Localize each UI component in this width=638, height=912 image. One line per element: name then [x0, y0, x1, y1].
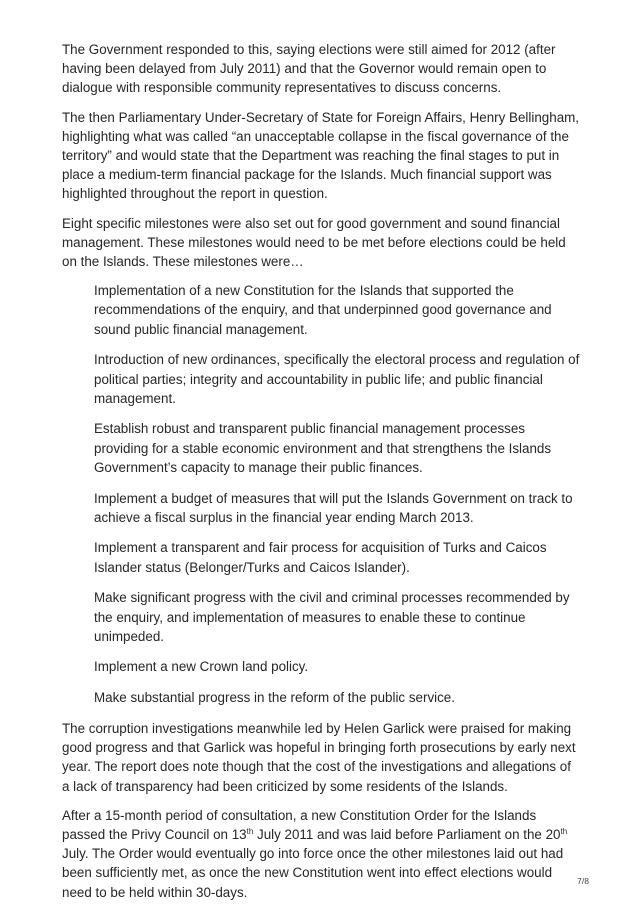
constitution-text-part: July. The Order would eventually go into force once the other milestones laid out had been sufficiently met, as once the new Constitution went into effect elections would need to be held within 30-days.: [62, 846, 564, 900]
milestone-item: Make significant progress with the civil and criminal processes recommended by the enquiry, and implementation of measures to enable these to continue unimpeded.: [94, 590, 570, 644]
paragraph-milestones-intro: Eight specific milestones were also set out for good government and sound financial management. These milestones would need to be met before elections could be held on the Islands. These milestones were…: [62, 215, 566, 270]
page-content: [62, 40, 582, 912]
paragraph-corruption-investigations: The corruption investigations meanwhile led by Helen Garlick were praised for making good progress and that Garlick was hopeful in bringing forth prosecutions by early next year. The report does note though that the cost of the investigations and allegations of a lack of transparency had been criticized by some residents of the Islands.: [62, 720, 576, 794]
page-number: 7/8: [577, 876, 589, 886]
constitution-text-part: July 2011 and was laid before Parliament on the 20: [253, 826, 561, 842]
paragraph-constitution-order: [62, 806, 582, 902]
milestone-item: Establish robust and transparent public financial management processes providing for a stable economic environment and that strengthens the Islands Government’s capacity to manage their public finances.: [94, 421, 552, 475]
milestone-item: Implement a transparent and fair process for acquisition of Turks and Caicos Islander status (Belonger/Turks and Caicos Islander).: [94, 540, 547, 575]
milestone-item: Implement a budget of measures that will put the Islands Government on track to achieve a fiscal surplus in the financial year ending March 2013.: [94, 490, 573, 525]
ordinal-suffix: th: [246, 826, 254, 836]
paragraph-bellingham: The then Parliamentary Under-Secretary of State for Foreign Affairs, Henry Bellingham, highlighting what was called “an unacceptable collapse in the fiscal governance of the territory” and would state that the Department was reaching the final stages to put in place a medium-term financial package for the Islands. Much financial support was highlighted throughout the report in question.: [62, 109, 580, 202]
milestone-item: Make substantial progress in the reform of the public service.: [94, 690, 455, 706]
ordinal-suffix: th: [560, 826, 568, 836]
constitution-text-part: After a 15-month period of consultation, a new Constitution Order for the Islands passed the Privy Council on 13: [62, 807, 537, 842]
paragraph-government-response: The Government responded to this, saying elections were still aimed for 2012 (after having been delayed from July 2011) and that the Governor would remain open to dialogue with responsible community representatives to discuss concerns.: [62, 42, 556, 96]
milestone-item: Introduction of new ordinances, specifically the electoral process and regulation of political parties; integrity and accountability in public life; and public financial management.: [94, 352, 580, 406]
milestone-item: Implement a new Crown land policy.: [94, 659, 309, 675]
milestone-item: Implementation of a new Constitution for the Islands that supported the recommendations of the enquiry, and that underpinned good governance and sound public financial management.: [94, 283, 552, 337]
